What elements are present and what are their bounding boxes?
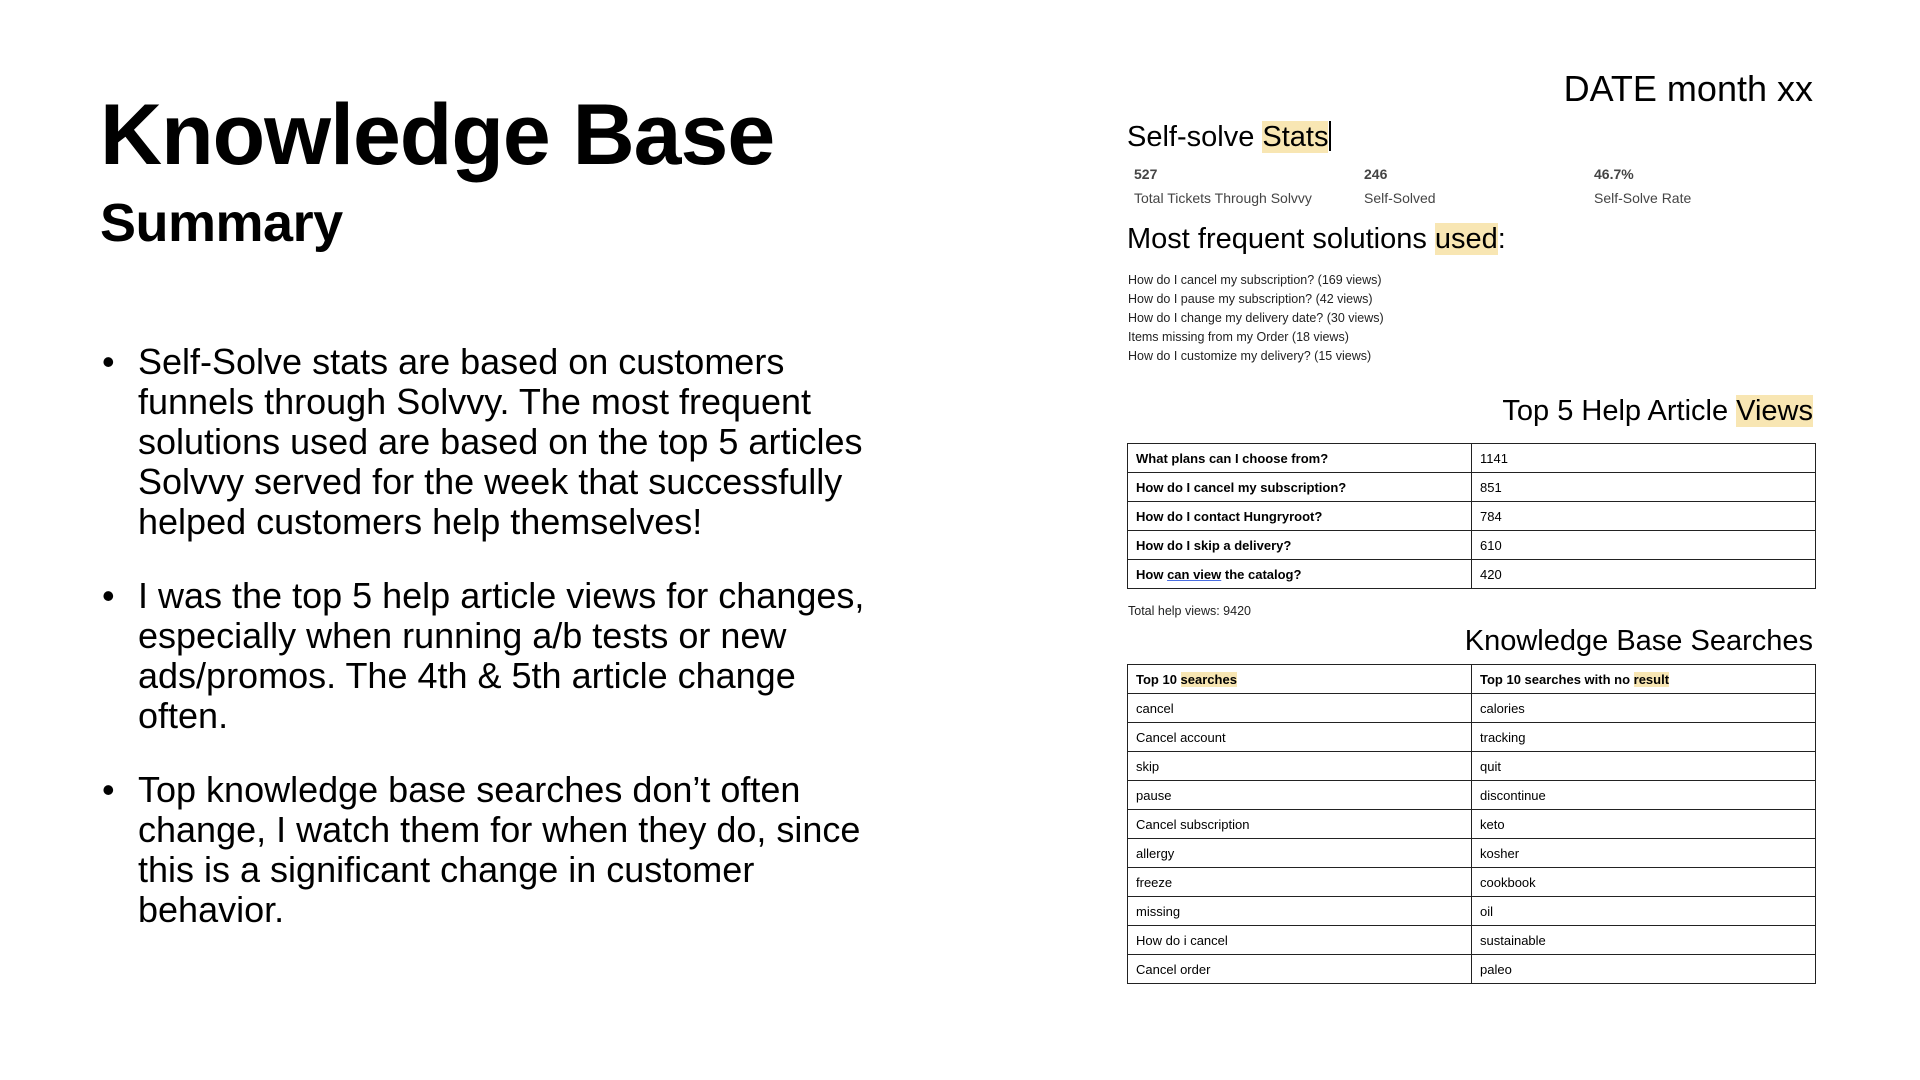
help-articles-heading <box>1502 393 1813 429</box>
top-search: allergy <box>1128 839 1472 868</box>
article-views: 610 <box>1472 531 1816 560</box>
list-item: How do I cancel my subscription? (169 views) <box>1128 273 1382 287</box>
no-result-search: sustainable <box>1472 926 1816 955</box>
stat-value: 246 <box>1364 166 1388 182</box>
question-part: How <box>1136 566 1168 582</box>
top-search: Cancel account <box>1128 723 1472 752</box>
top-search: missing <box>1128 897 1472 926</box>
article-views: 851 <box>1472 473 1816 502</box>
report-date: DATE month xx <box>1563 68 1813 109</box>
page-title: Knowledge Base <box>100 87 775 183</box>
article-views: 784 <box>1472 502 1816 531</box>
table-row <box>1128 752 1816 781</box>
top-search: Cancel subscription <box>1128 810 1472 839</box>
top-search: Cancel order <box>1128 955 1472 984</box>
table-row <box>1128 531 1816 560</box>
bullet-dot-icon: • <box>102 769 115 810</box>
list-item: How do I customize my delivery? (15 views) <box>1128 349 1372 363</box>
stat-label: Self-Solved <box>1364 190 1436 206</box>
searches-heading: Knowledge Base Searches <box>1464 625 1813 657</box>
summary-bullets <box>100 342 880 964</box>
article-question: What plans can I choose from? <box>1128 444 1472 473</box>
bullet-item <box>100 770 880 930</box>
article-question: How do I cancel my subscription? <box>1128 473 1472 502</box>
table-row <box>1128 839 1816 868</box>
question-part: the catalog? <box>1221 566 1302 582</box>
solutions-heading <box>1127 221 1506 257</box>
article-question <box>1128 560 1472 589</box>
table-row <box>1128 926 1816 955</box>
table-row <box>1128 955 1816 984</box>
table-row <box>1128 694 1816 723</box>
list-item: How do I change my delivery date? (30 views) <box>1128 311 1384 325</box>
no-result-search: quit <box>1472 752 1816 781</box>
page-subtitle: Summary <box>100 193 343 253</box>
table-row <box>1128 473 1816 502</box>
column-header-top-searches <box>1128 665 1472 694</box>
bullet-item <box>100 576 880 736</box>
article-question: How do I contact Hungryroot? <box>1128 502 1472 531</box>
article-views: 1141 <box>1472 444 1816 473</box>
self-solve-heading <box>1127 119 1331 155</box>
no-result-search: cookbook <box>1472 868 1816 897</box>
stat-total-tickets <box>1134 166 1312 206</box>
header-text: Top 10 <box>1136 671 1181 687</box>
top-search: cancel <box>1128 694 1472 723</box>
question-underlined-part: can view <box>1167 566 1222 582</box>
stat-value: 46.7% <box>1594 166 1634 182</box>
self-solve-heading-text: Self-solve <box>1127 121 1263 153</box>
header-highlight: result <box>1633 671 1670 687</box>
self-solve-stats <box>1134 166 1834 214</box>
top-search: How do i cancel <box>1128 926 1472 955</box>
table-row <box>1128 560 1816 589</box>
table-row <box>1128 444 1816 473</box>
bullet-text: I was the top 5 help article views for changes, especially when running a/b tests or new ads/promos. The 4th & 5th article change often. <box>138 575 865 736</box>
table-row <box>1128 868 1816 897</box>
top-search: pause <box>1128 781 1472 810</box>
top-search: freeze <box>1128 868 1472 897</box>
stat-label: Total Tickets Through Solvvy <box>1134 190 1312 206</box>
stat-self-solved <box>1364 166 1436 206</box>
no-result-search: paleo <box>1472 955 1816 984</box>
help-articles-heading-highlight: Views <box>1736 395 1813 427</box>
header-highlight: searches <box>1180 671 1237 687</box>
solutions-list <box>1128 271 1384 366</box>
text-cursor-icon <box>1329 121 1331 151</box>
table-header-row <box>1128 665 1816 694</box>
bullet-dot-icon: • <box>102 341 115 382</box>
no-result-search: keto <box>1472 810 1816 839</box>
searches-table <box>1127 664 1816 984</box>
bullet-dot-icon: • <box>102 575 115 616</box>
help-articles-table <box>1127 443 1816 589</box>
help-articles-heading-text: Top 5 Help Article <box>1502 395 1737 427</box>
stat-label: Self-Solve Rate <box>1594 190 1692 206</box>
solutions-heading-text: Most frequent solutions <box>1127 223 1435 255</box>
list-item: How do I pause my subscription? (42 views) <box>1128 292 1373 306</box>
self-solve-heading-highlight: Stats <box>1262 121 1329 153</box>
table-row <box>1128 723 1816 752</box>
article-question: How do I skip a delivery? <box>1128 531 1472 560</box>
article-views: 420 <box>1472 560 1816 589</box>
solutions-heading-highlight: used <box>1434 223 1498 255</box>
header-text: Top 10 searches with no <box>1480 671 1634 687</box>
top-search: skip <box>1128 752 1472 781</box>
table-row <box>1128 897 1816 926</box>
table-row <box>1128 781 1816 810</box>
no-result-search: calories <box>1472 694 1816 723</box>
total-help-views: Total help views: 9420 <box>1128 604 1251 618</box>
column-header-no-result <box>1472 665 1816 694</box>
no-result-search: discontinue <box>1472 781 1816 810</box>
no-result-search: tracking <box>1472 723 1816 752</box>
stat-self-solve-rate <box>1594 166 1691 206</box>
solutions-heading-suffix: : <box>1497 223 1506 255</box>
bullet-item <box>100 342 880 542</box>
bullet-text: Self-Solve stats are based on customers funnels through Solvvy. The most frequent solutions used are based on the top 5 articles Solvvy served for the week that successfully helped customers help themselves! <box>138 341 863 542</box>
bullet-text: Top knowledge base searches don’t often change, I watch them for when they do, since this is a significant change in customer behavior. <box>138 769 861 930</box>
table-row <box>1128 502 1816 531</box>
table-row <box>1128 810 1816 839</box>
no-result-search: kosher <box>1472 839 1816 868</box>
stat-value: 527 <box>1134 166 1158 182</box>
list-item: Items missing from my Order (18 views) <box>1128 330 1349 344</box>
no-result-search: oil <box>1472 897 1816 926</box>
